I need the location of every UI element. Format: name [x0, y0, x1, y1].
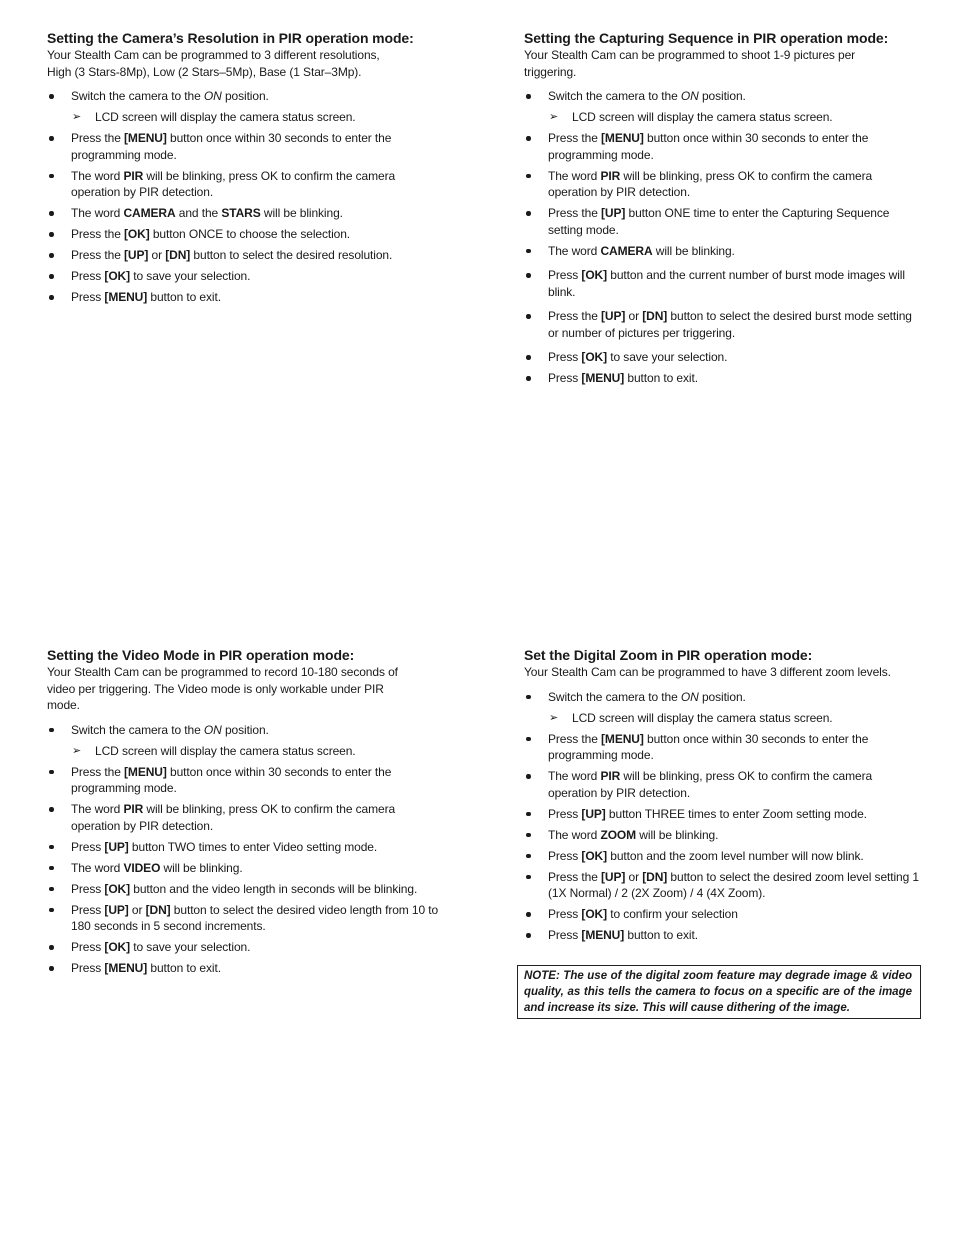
arrow-bullet-icon: ➢ — [72, 744, 82, 757]
zoom-section — [524, 646, 924, 948]
video-intro-line2: video per triggering. The Video mode is only workable under PIR — [47, 681, 384, 696]
list-item: Switch the camera to the ON position. — [524, 88, 924, 105]
list-item: The word PIR will be blinking, press OK to confirm the camera operation by PIR detection. — [524, 768, 924, 801]
list-item: The word CAMERA and the STARS will be blinking. — [47, 205, 447, 222]
list-item: Press [OK] to save your selection. — [47, 268, 447, 285]
video-intro — [47, 664, 447, 714]
list-item: Press the [UP] button ONE time to enter the Capturing Sequence setting mode. — [524, 205, 924, 238]
sequence-section — [524, 29, 924, 391]
sequence-intro-line2: triggering. — [524, 64, 577, 79]
list-item: Press the [UP] or [DN] button to select the desired resolution. — [47, 247, 447, 264]
list-item: Press [MENU] button to exit. — [524, 927, 924, 944]
list-item: Switch the camera to the ON position. — [47, 722, 447, 739]
sequence-intro-line1: Your Stealth Cam can be programmed to shoot 1-9 pictures per — [524, 48, 856, 62]
list-item: Press [UP] button TWO times to enter Video setting mode. — [47, 839, 447, 856]
list-subitem: ➢ LCD screen will display the camera status screen. — [549, 710, 833, 725]
resolution-intro-line1: Your Stealth Cam can be programmed to 3 different resolutions, — [47, 48, 380, 62]
list-item: Switch the camera to the ON position. — [47, 88, 447, 105]
list-item: Press [MENU] button to exit. — [47, 289, 447, 306]
resolution-title: Setting the Camera’s Resolution in PIR operation mode: — [47, 30, 414, 46]
list-item: Press the [MENU] button once within 30 seconds to enter the programming mode. — [524, 731, 924, 764]
list-subitem: ➢ LCD screen will display the camera status screen. — [72, 743, 356, 758]
list-item: Press the [MENU] button once within 30 seconds to enter the programming mode. — [524, 130, 924, 163]
list-subitem: ➢ LCD screen will display the camera status screen. — [72, 110, 356, 124]
video-steps — [47, 722, 447, 977]
video-section — [47, 646, 447, 981]
list-item: The word ZOOM will be blinking. — [524, 827, 924, 844]
arrow-bullet-icon: ➢ — [549, 111, 559, 123]
zoom-steps — [524, 689, 924, 944]
list-item: Press the [MENU] button once within 30 seconds to enter the programming mode. — [47, 764, 447, 797]
list-item: Press the [UP] or [DN] button to select the desired zoom level setting 1 (1X Normal) / 2 (2X Zoom) / 4 (4X Zoom). — [524, 869, 924, 902]
video-intro-line1: Your Stealth Cam can be programmed to record 10-180 seconds of — [47, 665, 398, 679]
list-item: Press [OK] button and the zoom level number will now blink. — [524, 848, 924, 865]
list-item: Switch the camera to the ON position. — [524, 689, 924, 706]
list-item: The word VIDEO will be blinking. — [47, 860, 447, 877]
list-item: The word CAMERA will be blinking. — [524, 243, 924, 260]
resolution-intro — [47, 47, 447, 80]
list-item: Press the [MENU] button once within 30 seconds to enter the programming mode. — [47, 130, 447, 163]
list-item: Press [MENU] button to exit. — [524, 370, 924, 387]
video-intro-line3: mode. — [47, 698, 80, 712]
list-item: Press [OK] button and the video length in seconds will be blinking. — [47, 881, 447, 898]
list-item: Press [UP] button THREE times to enter Zoom setting mode. — [524, 806, 924, 823]
list-subitem: ➢ LCD screen will display the camera status screen. — [549, 110, 833, 124]
list-item: Press [OK] to save your selection. — [524, 349, 924, 366]
list-item: Press the [OK] button ONCE to choose the selection. — [47, 226, 447, 243]
list-item: Press [MENU] button to exit. — [47, 960, 447, 977]
list-item: Press [OK] to save your selection. — [47, 939, 447, 956]
sequence-title: Setting the Capturing Sequence in PIR operation mode: — [524, 30, 889, 46]
arrow-bullet-icon: ➢ — [549, 711, 559, 724]
list-item: The word PIR will be blinking, press OK to confirm the camera operation by PIR detection. — [47, 168, 447, 201]
resolution-intro-line2: High (3 Stars-8Mp), Low (2 Stars–5Mp), Base (1 Star–3Mp). — [47, 64, 362, 79]
resolution-section — [47, 29, 447, 310]
zoom-intro: Your Stealth Cam can be programmed to have 3 different zoom levels. — [524, 665, 891, 679]
list-item: Press [OK] to confirm your selection — [524, 906, 924, 923]
sequence-steps — [524, 88, 924, 387]
video-title: Setting the Video Mode in PIR operation mode: — [47, 647, 355, 663]
list-item: The word PIR will be blinking, press OK to confirm the camera operation by PIR detection. — [524, 168, 924, 201]
sequence-intro — [524, 47, 924, 80]
list-item: The word PIR will be blinking, press OK to confirm the camera operation by PIR detection. — [47, 801, 447, 834]
list-item: Press the [UP] or [DN] button to select the desired burst mode setting or number of pictures per triggering. — [524, 308, 924, 341]
list-item: Press [UP] or [DN] button to select the desired video length from 10 to 180 seconds in 5 second increments. — [47, 902, 447, 935]
arrow-bullet-icon: ➢ — [72, 111, 82, 123]
resolution-steps — [47, 88, 447, 306]
zoom-note-box: NOTE: The use of the digital zoom feature may degrade image & video quality, as this tells the camera to focus on a specific are of the image and increase its size. This will cause dithering of the image. — [517, 965, 921, 1019]
zoom-title: Set the Digital Zoom in PIR operation mode: — [524, 647, 813, 663]
list-item: Press [OK] button and the current number of burst mode images will blink. — [524, 267, 924, 300]
